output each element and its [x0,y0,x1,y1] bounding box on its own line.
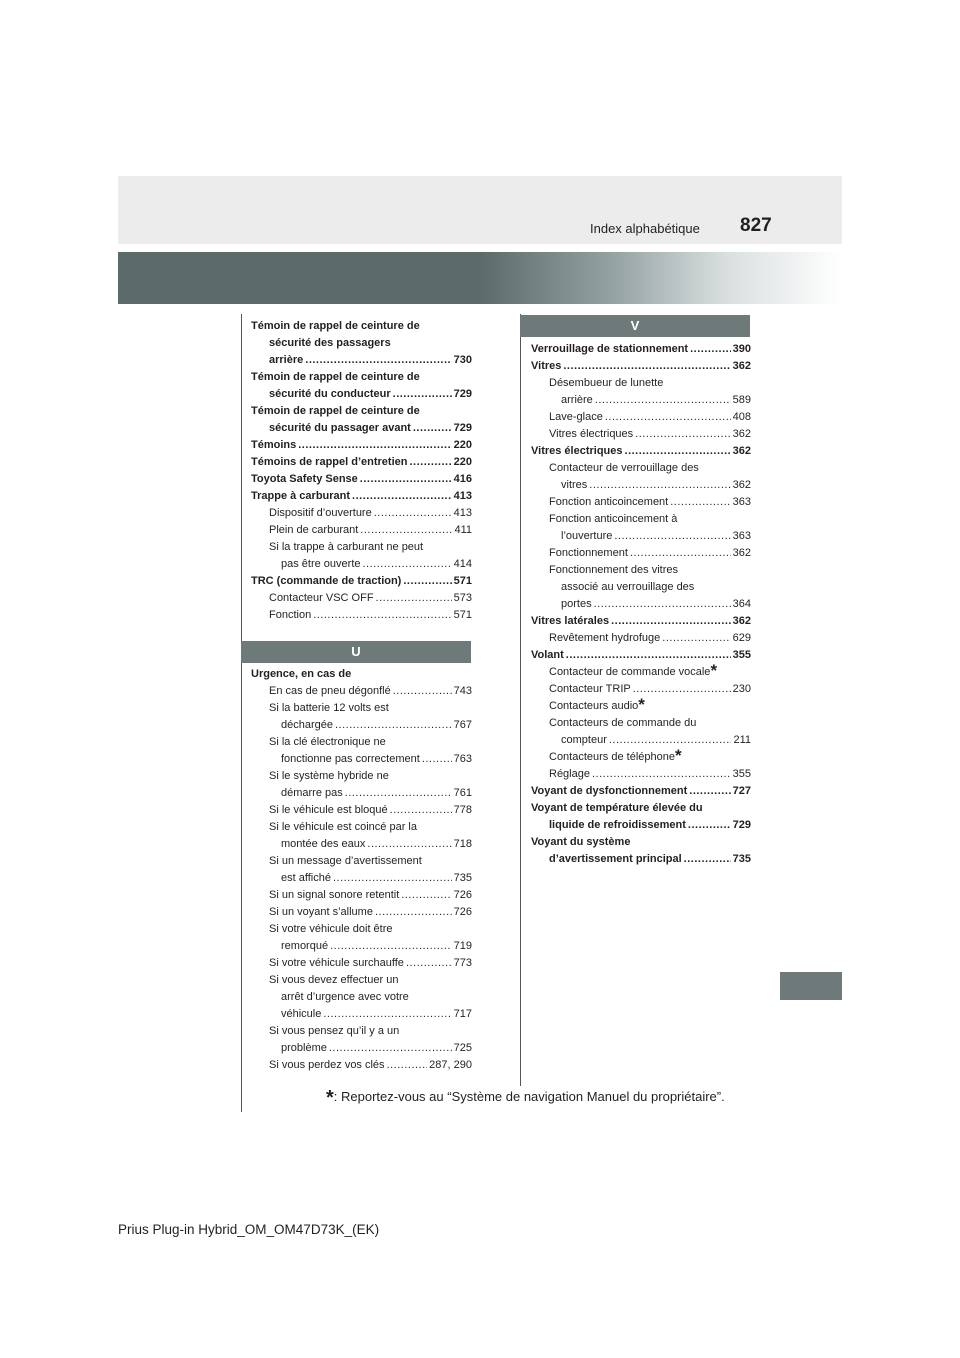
entry-term: Vitres électriques [549,428,634,440]
index-subentry [251,768,472,785]
dot-leader [409,454,451,471]
dot-leader [333,870,452,887]
dot-leader [363,556,452,573]
index-heading: Témoin de rappel de ceinture de [251,371,420,383]
index-entry [251,717,472,734]
entry-term: sécurité du conducteur [269,388,391,400]
entry-term: TRC (commande de traction) [251,575,402,587]
index-entry [251,1057,472,1074]
dot-leader [662,630,730,647]
page-ref: 717 [453,1008,472,1020]
entry-term: Si la batterie 12 volts est [269,702,389,714]
column-rule-middle [520,314,521,1086]
index-entry [251,1040,472,1057]
footer-doc-id: Prius Plug-in Hybrid_OM_OM47D73K_(EK) [118,1222,380,1237]
index-entry [251,471,472,488]
entry-term: portes [561,598,592,610]
index-subentry [251,989,472,1006]
index-subentry [531,695,751,715]
entry-term: Si le système hybride ne [269,770,389,782]
index-entry [251,955,472,972]
entry-term: Contacteurs audio [549,700,639,712]
index-subentry [531,562,751,579]
page-ref: 413 [453,490,472,502]
index-entry [251,938,472,955]
entry-term: Désembueur de lunette [549,377,664,389]
page-ref: 362 [732,547,751,559]
index-entry [531,443,751,460]
index-entry [251,522,472,539]
footnote-star: * [326,1087,334,1109]
header-band [118,176,842,244]
dot-leader [374,505,452,522]
page-ref: 363 [732,496,751,508]
dot-leader [352,488,452,505]
dot-leader [413,420,452,437]
dot-leader [633,681,731,698]
entry-term: Dispositif d’ouverture [269,507,372,519]
entry-term: Contacteur de verrouillage des [549,462,699,474]
entry-term: Revêtement hydrofuge [549,632,661,644]
index-entry [251,352,472,369]
dot-leader [335,717,452,734]
page-ref: 761 [453,787,472,799]
index-subentry [531,746,751,766]
index-entry [251,887,472,904]
index-entry [531,528,751,545]
page-ref: 414 [453,558,472,570]
dot-leader [323,1006,451,1023]
dot-leader [393,386,452,403]
page-ref: 571 [453,575,472,587]
page-ref: 364 [732,598,751,610]
chapter-tab [780,972,842,1000]
entry-term: arrêt d’urgence avec votre [281,991,409,1003]
dot-leader [688,817,731,834]
dot-leader [609,732,732,749]
index-entry [531,766,751,783]
page-number: 827 [740,215,772,236]
entry-term: l’ouverture [561,530,613,542]
dot-leader [406,955,452,972]
dot-leader [592,766,731,783]
entry-term: arrière [269,354,304,366]
index-entry [531,426,751,443]
index-entry [251,556,472,573]
index-subentry [251,1023,472,1040]
index-entry [531,851,751,868]
entry-term: Si le véhicule est coincé par la [269,821,417,833]
page-ref: 727 [732,785,751,797]
index-entry [251,904,472,921]
page-ref: 408 [732,411,751,423]
entry-term: Fonctionnement des vitres [549,564,679,576]
entry-term: Si la clé électronique ne [269,736,386,748]
dot-leader [393,683,452,700]
entry-term: Fonction anticoincement à [549,513,678,525]
index-subentry [531,375,751,392]
page-ref: 413 [453,507,472,519]
dot-leader [563,358,730,375]
page-ref: 287, 290 [429,1059,472,1071]
entry-term: Fonctionnement [549,547,628,559]
footnote-star: * [710,661,718,680]
index-entry [251,751,472,768]
index-subentry [251,539,472,556]
index-entry [251,683,472,700]
dot-leader [403,573,451,590]
page-ref: 411 [454,524,472,536]
page-ref: 571 [453,609,472,621]
dot-leader [630,545,731,562]
page-ref: 735 [453,872,472,884]
index-column-t [251,318,472,624]
entry-term: Vitres électriques [531,445,623,457]
dot-leader [329,1040,452,1057]
index-entry [531,630,751,647]
footnote-star: * [674,746,682,765]
page-ref: 573 [453,592,472,604]
entry-term: Fonction [269,609,312,621]
page-ref: 362 [732,445,751,457]
page-ref: 230 [732,683,751,695]
entry-term: Si vous devez effectuer un [269,974,399,986]
entry-term: Témoins de rappel d’entretien [251,456,408,468]
index-heading: Urgence, en cas de [251,668,352,680]
entry-term: Témoins [251,439,297,451]
page-ref: 726 [453,906,472,918]
page-ref: 767 [453,719,472,731]
entry-term: Contacteur TRIP [549,683,631,695]
page-ref: 730 [453,354,472,366]
index-subentry [251,972,472,989]
index-heading: Voyant de température élevée du [531,802,703,814]
index-heading: Témoin de rappel de ceinture de [251,405,420,417]
page-ref: 355 [732,768,751,780]
entry-term: Trappe à carburant [251,490,351,502]
section-title: Index alphabétique [590,221,700,236]
page-ref: 725 [453,1042,472,1054]
index-entry [251,420,472,437]
page-ref: 362 [732,479,751,491]
entry-term: liquide de refroidissement [549,819,686,831]
index-entry [251,785,472,802]
page-ref: 362 [732,360,751,372]
page-ref: 362 [732,615,751,627]
index-heading: Témoin de rappel de ceinture de [251,320,420,332]
footnote [326,1087,725,1110]
index-column-u [251,666,472,1074]
page-ref: 220 [453,456,472,468]
dot-leader [422,751,452,768]
index-subentry [251,700,472,717]
column-rule-left [241,314,242,1112]
entry-term: démarre pas [281,787,343,799]
entry-term: Contacteurs de commande du [549,717,697,729]
index-entry [251,1006,472,1023]
index-entry [531,647,751,664]
index-subentry [251,853,472,870]
index-entry [531,613,751,630]
page-ref: 729 [453,422,472,434]
entry-term: remorqué [281,940,329,952]
dot-leader [594,596,731,613]
index-entry [531,358,751,375]
index-entry [531,392,751,409]
entry-term: Fonction anticoincement [549,496,669,508]
entry-term: Si le véhicule est bloqué [269,804,388,816]
dot-leader [605,409,731,426]
dot-leader [376,590,452,607]
entry-term: déchargée [281,719,333,731]
dot-leader [689,783,730,800]
index-subentry [531,661,751,681]
index-entry [251,836,472,853]
entry-term: Volant [531,649,564,661]
page-ref: 778 [453,804,472,816]
dot-leader [684,851,731,868]
chapter-bar [118,252,842,304]
entry-term: est affiché [281,872,331,884]
entry-term: compteur [561,734,607,746]
entry-term: Voyant de dysfonctionnement [531,785,688,797]
page-ref: 416 [453,473,472,485]
dot-leader [614,528,730,545]
index-entry [251,437,472,454]
dot-leader [345,785,452,802]
entry-term: vitres [561,479,588,491]
dot-leader [611,613,731,630]
page-ref: 362 [732,428,751,440]
index-entry [251,488,472,505]
index-entry [251,590,472,607]
page-ref: 220 [453,439,472,451]
dot-leader [375,904,452,921]
index-entry [251,607,472,624]
dot-leader [670,494,730,511]
entry-term: Verrouillage de stationnement [531,343,689,355]
entry-term: Si un voyant s’allume [269,906,373,918]
index-entry [531,817,751,834]
entry-term: montée des eaux [281,838,366,850]
entry-term: Lave-glace [549,411,603,423]
page-ref: 629 [732,632,751,644]
dot-leader [566,647,731,664]
dot-leader [367,836,451,853]
index-subentry [251,734,472,751]
footnote-star: * [638,695,645,714]
entry-term: fonctionne pas correctement [281,753,420,765]
index-heading: Voyant du système [531,836,631,848]
dot-leader [305,352,451,369]
page-ref: 355 [732,649,751,661]
index-entry [251,870,472,887]
index-entry [531,477,751,494]
page-ref: 718 [453,838,472,850]
dot-leader [330,938,452,955]
entry-term: sécurité du passager avant [269,422,411,434]
dot-leader [635,426,730,443]
entry-term: problème [281,1042,327,1054]
entry-term: arrière [561,394,593,406]
index-subentry [531,715,751,732]
page-ref: 735 [732,853,751,865]
entry-term: Réglage [549,768,590,780]
entry-term: associé au verrouillage des [561,581,695,593]
index-entry [251,386,472,403]
entry-term: Contacteurs de téléphone [549,751,675,763]
index-subentry [531,579,751,596]
page-ref: 589 [732,394,751,406]
entry-term: Vitres latérales [531,615,610,627]
index-entry [531,596,751,613]
page-ref: 743 [453,685,472,697]
index-entry [251,802,472,819]
page-ref: 211 [733,734,751,746]
index-entry [531,409,751,426]
entry-term: pas être ouverte [281,558,361,570]
letter-heading-u: U [241,641,471,663]
entry-term: d’avertissement principal [549,853,682,865]
entry-term: En cas de pneu dégonflé [269,685,391,697]
index-entry [251,454,472,471]
dot-leader [625,443,731,460]
dot-leader [360,522,452,539]
entry-term: Plein de carburant [269,524,359,536]
index-column-v [531,341,751,868]
index-entry [531,341,751,358]
entry-term: Si la trappe à carburant ne peut [269,541,424,553]
index-entry [531,494,751,511]
index-subentry [531,460,751,477]
index-entry [531,545,751,562]
entry-term: Contacteur VSC OFF [269,592,374,604]
dot-leader [690,341,731,358]
letter-heading-v: V [520,315,750,337]
entry-term: Si vous pensez qu’il y a un [269,1025,400,1037]
index-heading: sécurité des passagers [269,337,391,349]
dot-leader [298,437,451,454]
dot-leader [313,607,451,624]
page-ref: 363 [732,530,751,542]
index-entry [531,783,751,800]
page-ref: 729 [453,388,472,400]
dot-leader [387,1057,428,1074]
page-ref: 763 [453,753,472,765]
entry-term: Si votre véhicule doit être [269,923,393,935]
index-entry [531,732,751,749]
dot-leader [589,477,730,494]
page-ref: 719 [453,940,472,952]
entry-term: Vitres [531,360,562,372]
index-subentry [251,921,472,938]
entry-term: Toyota Safety Sense [251,473,358,485]
dot-leader [360,471,452,488]
dot-leader [595,392,731,409]
dot-leader [401,887,451,904]
page-ref: 773 [453,957,472,969]
entry-term: Contacteur de commande vocale [549,666,711,678]
index-entry [251,505,472,522]
entry-term: véhicule [281,1008,322,1020]
page-ref: 726 [453,889,472,901]
page-ref: 390 [732,343,751,355]
index-entry [251,573,472,590]
index-subentry [531,511,751,528]
entry-term: Si vous perdez vos clés [269,1059,385,1071]
footnote-text: : Reportez-vous au “Système de navigation Manuel du propriétaire”. [333,1089,725,1104]
page-ref: 729 [732,819,751,831]
entry-term: Si un signal sonore retentit [269,889,400,901]
dot-leader [390,802,452,819]
entry-term: Si votre véhicule surchauffe [269,957,404,969]
entry-term: Si un message d’avertissement [269,855,422,867]
index-subentry [251,819,472,836]
